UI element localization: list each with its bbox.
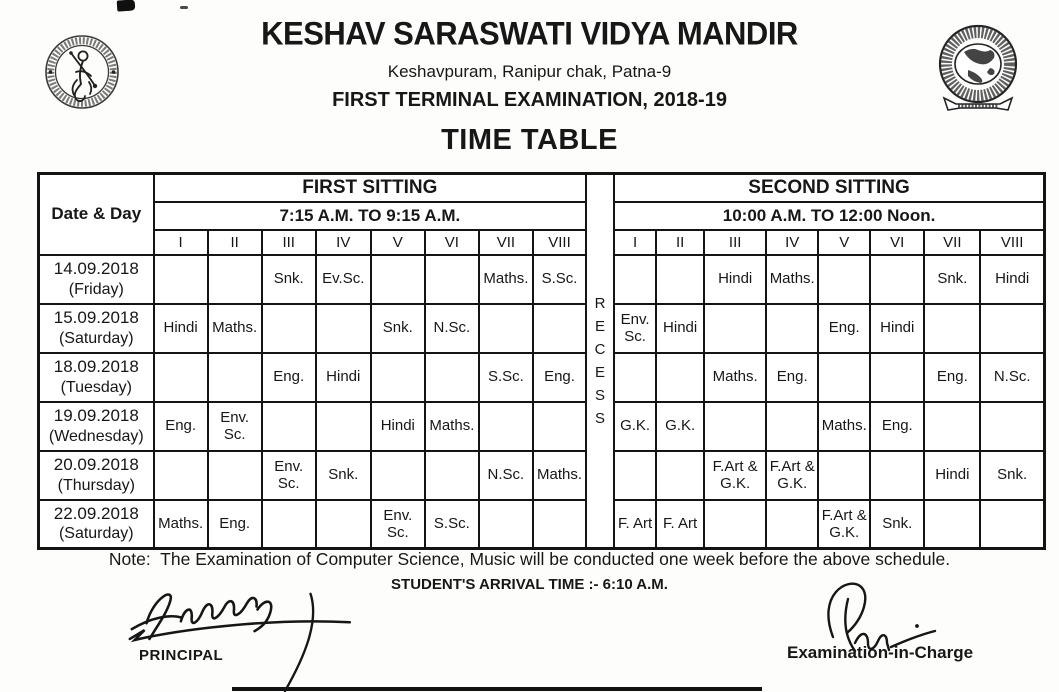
subject-cell [766,402,818,451]
date-day-cell: 20.09.2018 (Thursday) [39,451,154,500]
subject-cell [208,255,262,304]
subject-cell: S.Sc. [479,353,533,402]
principal-signature [100,582,360,692]
subject-cell: Hindi [154,304,208,353]
subject-cell: F. Art [614,500,656,549]
subject-cell [924,402,980,451]
subject-cell [371,353,425,402]
class-column-header: VIII [980,230,1044,255]
subject-cell [870,255,924,304]
subject-cell [316,500,371,549]
subject-cell: Maths. [208,304,262,353]
class-column-header: IV [766,230,818,255]
subject-cell: Maths. [704,353,766,402]
class-column-header: VII [479,230,533,255]
subject-cell: Eng. [766,353,818,402]
note-line [0,549,1059,570]
subject-cell [980,304,1044,353]
date-day-cell: 22.09.2018 (Saturday) [39,500,154,549]
note-label: Note: [108,549,151,569]
subject-cell [425,353,479,402]
second-sitting-time: 10:00 A.M. TO 12:00 Noon. [614,202,1044,230]
subject-cell [262,500,316,549]
subject-cell [656,255,704,304]
class-column-header: VIII [533,230,586,255]
subject-cell: Maths. [425,402,479,451]
table-row [39,353,1045,402]
table-row [39,402,1045,451]
table-row [39,451,1045,500]
subject-cell [704,304,766,353]
subject-cell: F.Art & G.K. [704,451,766,500]
subject-cell: S.Sc. [425,500,479,549]
subject-cell [533,402,586,451]
subject-cell [656,451,704,500]
date-day-cell: 18.09.2018 (Tuesday) [39,353,154,402]
date-day-cell: 14.09.2018 (Friday) [39,255,154,304]
subject-cell: Hindi [656,304,704,353]
subject-cell [425,255,479,304]
subject-cell: Snk. [980,451,1044,500]
subject-cell: F. Art [656,500,704,549]
subject-cell [766,500,818,549]
class-column-header: I [614,230,656,255]
table-row [39,500,1045,549]
subject-cell: Hindi [316,353,371,402]
subject-cell: Snk. [870,500,924,549]
subject-cell: Eng. [924,353,980,402]
subject-cell [262,402,316,451]
subject-cell: N.Sc. [479,451,533,500]
subject-cell: S.Sc. [533,255,586,304]
class-column-header: II [656,230,704,255]
subject-cell [924,304,980,353]
subject-cell [371,451,425,500]
class-column-header: III [262,230,316,255]
subject-cell: Env. Sc. [262,451,316,500]
subject-cell [479,402,533,451]
subject-cell [704,402,766,451]
subject-cell [533,304,586,353]
subject-cell [614,353,656,402]
note-text: The Examination of Computer Science, Music will be conducted one week before the above schedule. [160,549,951,569]
subject-cell [980,500,1044,549]
subject-cell: Maths. [766,255,818,304]
subject-cell: Snk. [924,255,980,304]
subject-cell [154,451,208,500]
subject-cell: Maths. [818,402,870,451]
class-column-header: V [818,230,870,255]
class-column-header: I [154,230,208,255]
subject-cell [924,500,980,549]
school-address: Keshavpuram, Ranipur chak, Patna-9 [387,62,672,81]
subject-cell [614,255,656,304]
subject-cell: Hindi [924,451,980,500]
subject-cell [704,500,766,549]
table-row [39,255,1045,304]
class-column-header: II [208,230,262,255]
date-day-cell: 15.09.2018 (Saturday) [39,304,154,353]
subject-cell: N.Sc. [980,353,1044,402]
class-column-header: VII [924,230,980,255]
subject-cell: N.Sc. [425,304,479,353]
subject-cell: Env. Sc. [371,500,425,549]
subject-cell: F.Art & G.K. [818,500,870,549]
recess-column [586,174,614,549]
date-day-header: Date & Day [39,174,154,255]
class-column-header: VI [425,230,479,255]
principal-label: PRINCIPAL [139,647,224,664]
subject-cell: Eng. [154,402,208,451]
subject-cell: F.Art & G.K. [766,451,818,500]
subject-cell [262,304,316,353]
subject-cell [208,353,262,402]
subject-cell: Eng. [533,353,586,402]
subject-cell [614,451,656,500]
scan-artifact-blob [117,0,136,12]
subject-cell [766,304,818,353]
arrival-time: STUDENT'S ARRIVAL TIME :- 6:10 A.M. [391,576,668,593]
date-day-cell: 19.09.2018 (Wednesday) [39,402,154,451]
subject-cell: G.K. [656,402,704,451]
subject-cell: Snk. [316,451,371,500]
second-sitting-header: SECOND SITTING [614,174,1044,202]
subject-cell: Ev.Sc. [316,255,371,304]
exam-title: FIRST TERMINAL EXAMINATION, 2018-19 [332,89,727,111]
subject-cell [656,353,704,402]
subject-cell [154,353,208,402]
timetable [37,172,1046,550]
subject-cell [316,304,371,353]
subject-cell: Maths. [479,255,533,304]
subject-cell: Snk. [262,255,316,304]
subject-cell [371,255,425,304]
page-title: TIME TABLE [441,124,618,156]
class-column-header: VI [870,230,924,255]
class-column-header: V [371,230,425,255]
subject-cell [533,500,586,549]
subject-cell: G.K. [614,402,656,451]
subject-cell [425,451,479,500]
subject-cell: Snk. [371,304,425,353]
school-name: KESHAV SARASWATI VIDYA MANDIR [261,15,798,52]
subject-cell: Env. Sc. [614,304,656,353]
subject-cell [479,500,533,549]
subject-cell: Hindi [371,402,425,451]
subject-cell: Eng. [870,402,924,451]
subject-cell [208,451,262,500]
recess-label: R E C E S S [594,295,606,427]
subject-cell: Hindi [704,255,766,304]
subject-cell: Maths. [154,500,208,549]
subject-cell [980,402,1044,451]
subject-cell: Hindi [980,255,1044,304]
exam-incharge-label: Examination-in-Charge [787,643,974,662]
class-column-header: III [704,230,766,255]
subject-cell [818,353,870,402]
subject-cell [818,451,870,500]
class-column-header: IV [316,230,371,255]
subject-cell: Env. Sc. [208,402,262,451]
first-sitting-header: FIRST SITTING [154,174,586,202]
subject-cell [479,304,533,353]
table-row [39,304,1045,353]
first-sitting-time: 7:15 A.M. TO 9:15 A.M. [154,202,586,230]
subject-cell [818,255,870,304]
scan-artifact-speck [180,6,188,9]
subject-cell [154,255,208,304]
subject-cell: Hindi [870,304,924,353]
subject-cell: Eng. [208,500,262,549]
subject-cell: Eng. [262,353,316,402]
subject-cell: Eng. [818,304,870,353]
subject-cell: Maths. [533,451,586,500]
subject-cell [870,353,924,402]
subject-cell [316,402,371,451]
subject-cell [870,451,924,500]
